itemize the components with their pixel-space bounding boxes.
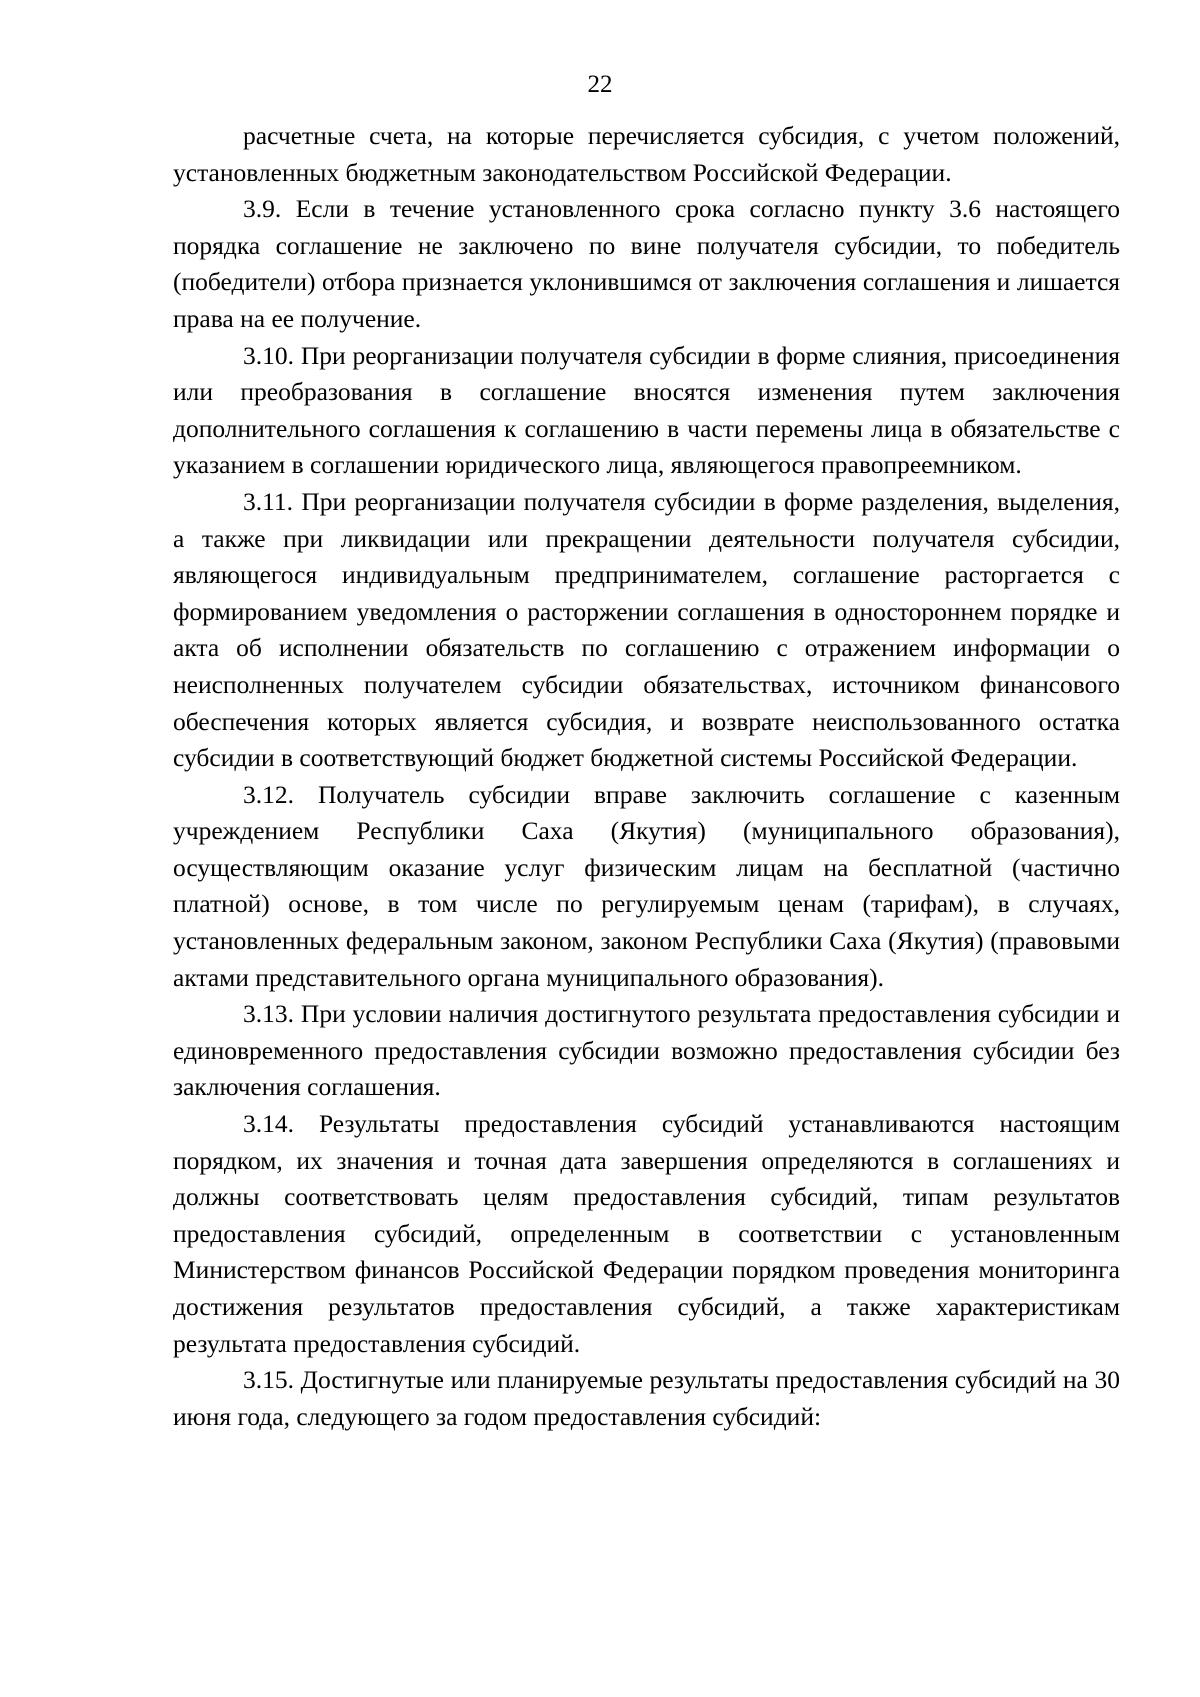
paragraph-3-12: 3.12. Получатель субсидии вправе заключить соглашение с казенным учреждением Республики Саха (Якутия) (муниципального образования), осуществляющим оказание услуг физическим лицам на бесплатной (частично платной) основе, в том числе по регулируемым ценам (тарифам), в случаях, установленных федеральным законом, законом Республики Саха (Якутия) (правовыми актами представительного органа муниципального образования). [173, 779, 1120, 992]
paragraph-3-14: 3.14. Результаты предоставления субсидий устанавливаются настоящим порядком, их значения и точная дата завершения определяются в соглашениях и должны соответствовать целям предоставления субсидий, типам результатов предоставления субсидий, определенным в соответствии с установленным Министерством финансов Российской Федерации порядком проведения мониторинга достижения результатов предоставления субсидий, а также характеристикам результата предоставления субсидий. [173, 1109, 1120, 1358]
paragraph-3-10: 3.10. При реорганизации получателя субсидии в форме слияния, присоединения или преобразования в соглашение вносятся изменения путем заключения дополнительного соглашения к соглашению в части перемены лица в обязательстве с указанием в соглашении юридического лица, являющегося правопреемником. [173, 340, 1120, 480]
document-body [173, 118, 1120, 1435]
paragraph-3-13: 3.13. При условии наличия достигнутого результата предоставления субсидии и единовременного предоставления субсидии возможно предоставления субсидии без заключения соглашения. [173, 999, 1120, 1102]
paragraph-continuation: расчетные счета, на которые перечисляется субсидия, с учетом положений, установленных бюджетным законодательством Российской Федерации. [173, 121, 1120, 187]
paragraph-3-11: 3.11. При реорганизации получателя субсидии в форме разделения, выделения, а также при ликвидации или прекращении деятельности получателя субсидии, являющегося индивидуальным предпринимателем, соглашение расторгается с формированием уведомления о расторжении соглашения в одностороннем порядке и акта об исполнении обязательств по соглашению с отражением информации о неисполненных получателем субсидии обязательствах, источником финансового обеспечения которых является субсидия, и возврате неиспользованного остатка субсидии в соответствующий бюджет бюджетной системы Российской Федерации. [173, 486, 1120, 773]
page-number: 22 [587, 71, 613, 98]
paragraph-3-15: 3.15. Достигнутые или планируемые результаты предоставления субсидий на 30 июня года, следующего за годом предоставления субсидий: [173, 1365, 1120, 1431]
paragraph-3-9: 3.9. Если в течение установленного срока согласно пункту 3.6 настоящего порядка соглашение не заключено по вине получателя субсидии, то победитель (победители) отбора признается уклонившимся от заключения соглашения и лишается права на ее получение. [173, 194, 1120, 333]
